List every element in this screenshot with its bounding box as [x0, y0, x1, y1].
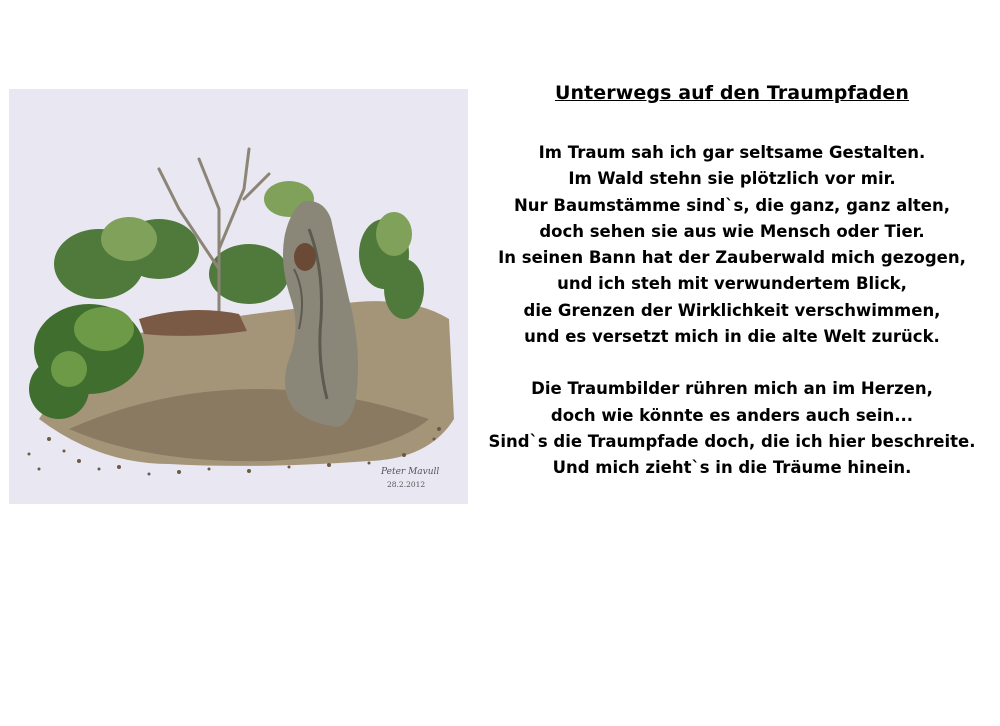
poem-line: Nur Baumstämme sind`s, die ganz, ganz alten,	[513, 195, 950, 215]
svg-text:28.2.2012: 28.2.2012	[387, 480, 426, 489]
poem-line: doch sehen sie aus wie Mensch oder Tier.	[539, 221, 925, 241]
poem-line: doch wie könnte es anders auch sein...	[550, 405, 914, 425]
poem	[476, 82, 988, 508]
poem-line: Die Traumbilder rühren mich an im Herzen,	[531, 379, 933, 399]
poem-stanza-1	[476, 140, 988, 350]
poem-title: Unterwegs auf den Traumpfaden	[554, 82, 910, 104]
svg-text:Peter Mavull: Peter Mavull	[381, 467, 440, 477]
poem-stanza-2	[476, 376, 988, 481]
poem-line: und es versetzt mich in die alte Welt zurück.	[524, 327, 940, 347]
poem-line: Und mich zieht`s in die Träume hinein.	[552, 458, 912, 478]
poem-line: In seinen Bann hat der Zauberwald mich gezogen,	[498, 248, 966, 268]
poem-line: Im Wald stehn sie plötzlich vor mir.	[568, 169, 896, 189]
painting	[9, 89, 468, 504]
poem-line: die Grenzen der Wirklichkeit verschwimmen,	[523, 300, 941, 320]
poem-line: Sind`s die Traumpfade doch, die ich hier beschreite.	[488, 431, 976, 451]
poem-line: Im Traum sah ich gar seltsame Gestalten.	[538, 143, 926, 162]
poem-line: und ich steh mit verwundertem Blick,	[557, 274, 907, 294]
